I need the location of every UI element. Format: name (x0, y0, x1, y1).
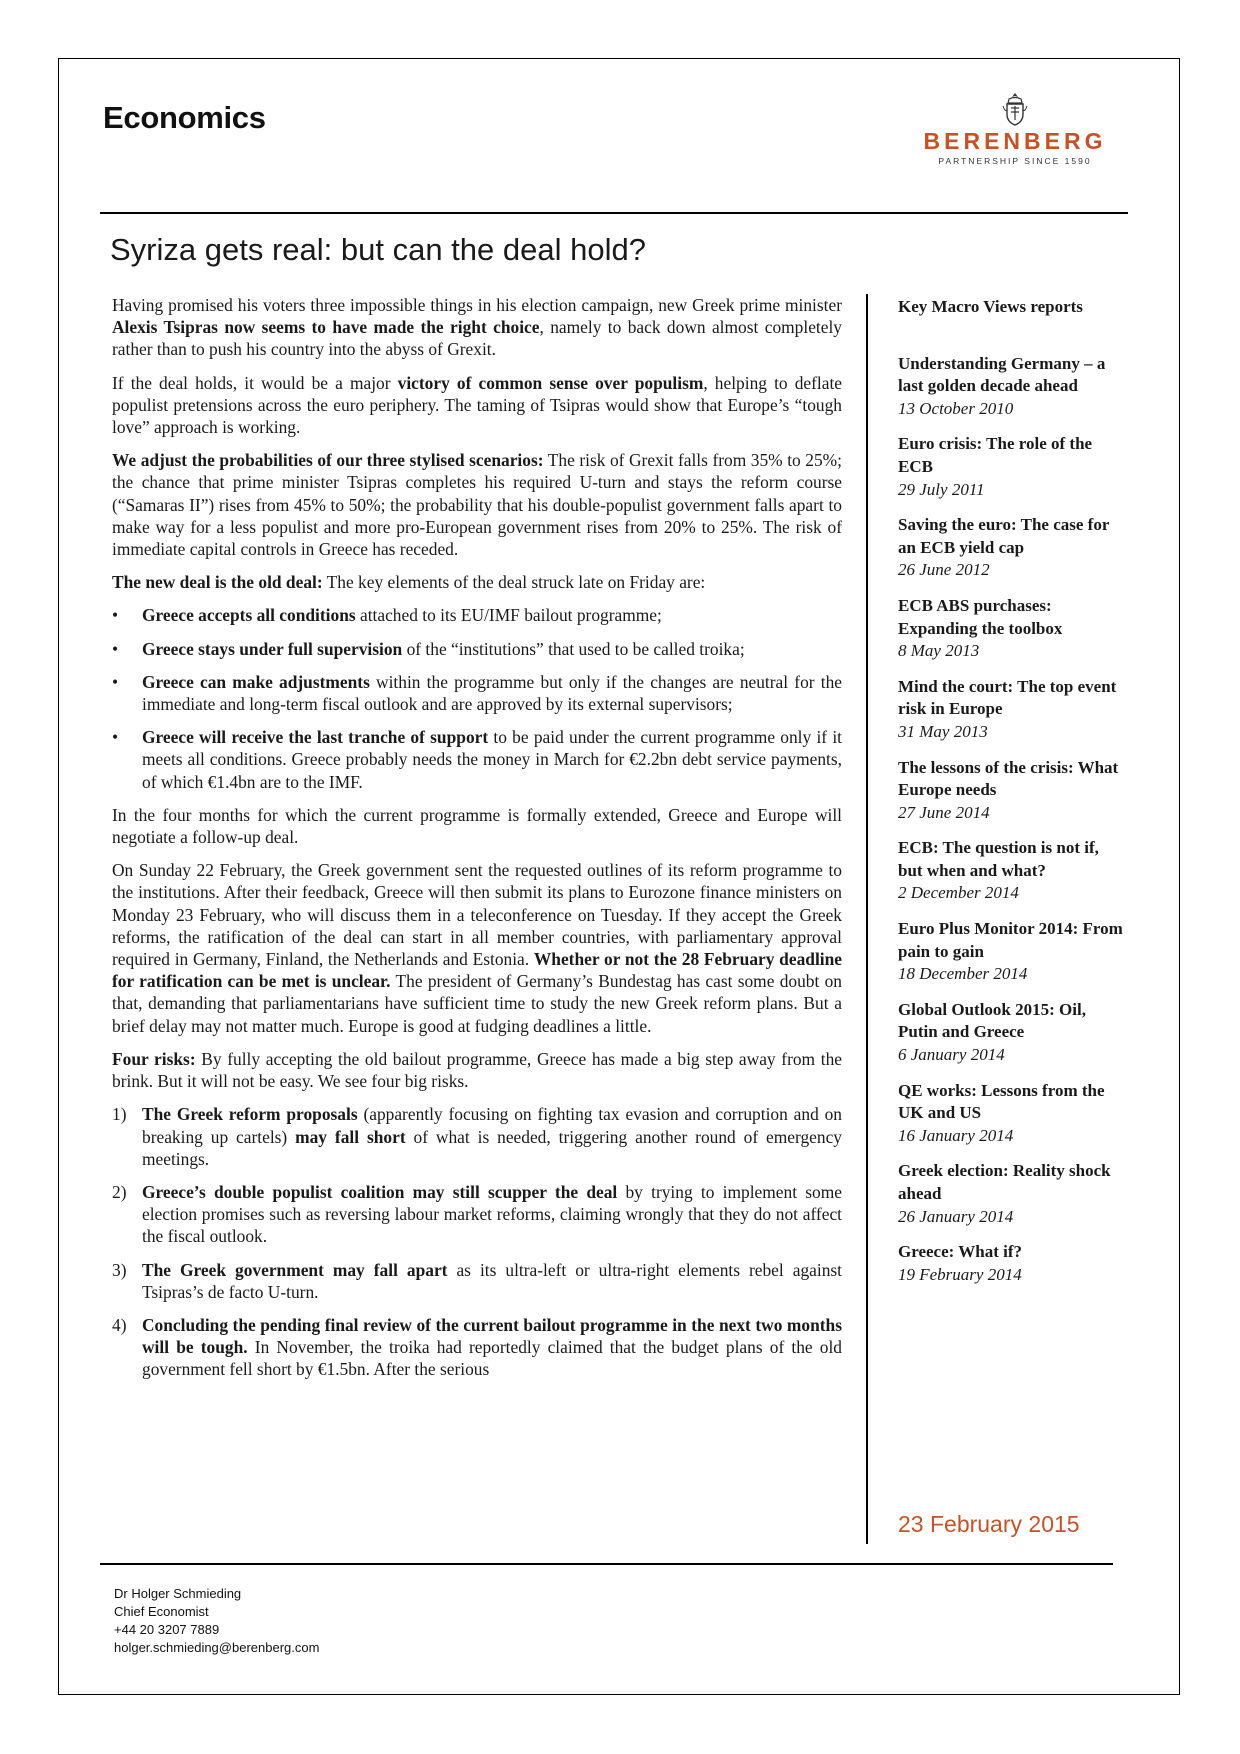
report-item[interactable] (898, 676, 1123, 744)
header-divider (100, 212, 1128, 214)
list-number: 3) (112, 1259, 127, 1280)
publication-date: 23 February 2015 (898, 1511, 1080, 1537)
report-title[interactable]: Greece: What if? (898, 1242, 1022, 1262)
author-phone: +44 20 3207 7889 (114, 1622, 220, 1637)
column-divider (866, 294, 868, 1544)
bullet-marker: • (112, 671, 119, 692)
text: to be paid under the current programme only if it meets all conditions. Greece probably needs the money in March for €2.2bn debt service payments, of which €1.4bn are to the IMF. (142, 727, 842, 792)
report-date: 26 June 2012 (898, 560, 990, 580)
risk-item (112, 1181, 842, 1248)
bullet-marker: • (112, 727, 119, 748)
article-headline: Syriza gets real: but can the deal hold? (110, 232, 646, 267)
text: (apparently focusing on fighting tax evasion and corruption and on breaking up cartels) (142, 1104, 842, 1147)
text: Having promised his voters three impossible things in his election campaign, new Greek prime minister (112, 295, 842, 315)
list-number: 2) (112, 1181, 127, 1202)
text: of the “institutions” that used to be called troika; (402, 638, 745, 659)
paragraph-new-deal (112, 571, 842, 593)
list-item (112, 604, 842, 626)
report-item[interactable] (898, 918, 1123, 986)
emphasis: Alexis Tsipras now seems to have made the right choice (112, 317, 540, 338)
report-item[interactable] (898, 595, 1123, 663)
report-date: 27 June 2014 (898, 802, 990, 822)
report-date: 19 February 2014 (898, 1264, 1022, 1284)
report-item[interactable] (898, 1160, 1123, 1228)
text: The president of Germany’s Bundestag has cast some doubt on that, demanding that parliamentarians have sufficient time to study the new Greek reform plans. But a brief delay may not matter much. Europe is good at fudging deadlines a little. (112, 971, 842, 1036)
author-block (114, 1585, 319, 1657)
text: , namely to back down almost completely rather than to push his country into the abyss of Grexit. (112, 317, 842, 360)
bullet-marker: • (112, 605, 119, 626)
report-date: 16 January 2014 (898, 1125, 1014, 1145)
text: within the programme but only if the changes are neutral for the immediate and long-term fiscal outlook and are approved by its external supervisors; (142, 671, 842, 715)
report-item[interactable] (898, 757, 1123, 825)
sidebar (898, 296, 1123, 1299)
report-date: 13 October 2010 (898, 398, 1014, 418)
report-title[interactable]: Mind the court: The top event risk in Europe (898, 676, 1117, 719)
emphasis: The new deal is the old deal: (112, 572, 323, 593)
report-date: 26 January 2014 (898, 1206, 1014, 1226)
text: If the deal holds, it would be a major (112, 372, 398, 393)
author-email[interactable]: holger.schmieding@berenberg.com (114, 1640, 320, 1655)
emphasis: may fall short (295, 1126, 406, 1147)
risk-item (112, 1314, 842, 1381)
report-title[interactable]: Saving the euro: The case for an ECB yield cap (898, 515, 1110, 557)
text: of what is needed, triggering another round of emergency meetings. (142, 1126, 842, 1169)
report-date: 31 May 2013 (898, 721, 988, 741)
report-item[interactable] (898, 999, 1123, 1067)
emphasis: victory of common sense over populism (397, 372, 704, 393)
emphasis: We adjust the probabilities of our three stylised scenarios: (112, 450, 544, 471)
crest-icon (1000, 92, 1030, 126)
text: as its ultra-left or ultra-right elements rebel against Tsipras’s de facto U-turn. (142, 1259, 842, 1302)
emphasis: Greece accepts all conditions (142, 605, 356, 626)
report-title[interactable]: Greek election: Reality shock ahead (898, 1161, 1111, 1203)
text: The key elements of the deal struck late on Friday are: (322, 572, 706, 593)
paragraph-intro (112, 294, 842, 361)
emphasis: Four risks: (112, 1048, 196, 1069)
emphasis: Greece can make adjustments (142, 671, 370, 692)
report-item[interactable] (898, 353, 1123, 421)
report-title[interactable]: Euro Plus Monitor 2014: From pain to gain (898, 919, 1123, 961)
footer-divider (100, 1563, 1113, 1565)
report-item[interactable] (898, 1241, 1123, 1286)
section-title: Economics (103, 100, 266, 135)
report-date: 6 January 2014 (898, 1045, 1005, 1065)
report-date: 2 December 2014 (898, 883, 1019, 903)
text: On Sunday 22 February, the Greek government sent the requested outlines of its reform programme to the institutions. After their feedback, Greece will then submit its plans to Eurozone finance ministers on Monday 23 February, who will discuss them in a teleconference on Tuesday. If they accept the Greek reforms, the ratification of the deal can start in all member countries, with parliamentary approval required in Germany, Finland, the Netherlands and Estonia. (112, 860, 842, 970)
brand-name: BERENBERG (923, 128, 1107, 154)
report-title[interactable]: ECB: The question is not if, but when and what? (898, 838, 1099, 880)
risk-item (112, 1103, 842, 1170)
report-title[interactable]: Global Outlook 2015: Oil, Putin and Greece (898, 999, 1086, 1042)
paragraph-timeline (112, 859, 842, 1037)
report-date: 8 May 2013 (898, 641, 980, 661)
report-item[interactable] (898, 837, 1123, 905)
report-item[interactable] (898, 1080, 1123, 1148)
author-name: Dr Holger Schmieding (114, 1586, 242, 1601)
report-item[interactable] (898, 433, 1123, 501)
emphasis: The Greek reform proposals (142, 1104, 358, 1125)
report-title[interactable]: Understanding Germany – a last golden decade ahead (898, 353, 1106, 396)
risk-item (112, 1259, 842, 1303)
list-item (112, 638, 842, 660)
paragraph-four-risks (112, 1048, 842, 1092)
list-number: 4) (112, 1314, 127, 1335)
paragraph-deal-holds (112, 372, 842, 439)
list-item (112, 726, 842, 793)
brand-tagline: PARTNERSHIP SINCE 1590 (938, 156, 1092, 166)
list-number: 1) (112, 1104, 127, 1125)
berenberg-logo (900, 92, 1130, 166)
report-item[interactable] (898, 514, 1123, 582)
report-title[interactable]: ECB ABS purchases: Expanding the toolbox (898, 595, 1063, 638)
text: By fully accepting the old bailout programme, Greece has made a big step away from the brink. But it will not be easy. We see four big risks. (112, 1048, 842, 1092)
report-date: 18 December 2014 (898, 964, 1028, 984)
paragraph-four-months: In the four months for which the current programme is formally extended, Greece and Europe will negotiate a follow-up deal. (112, 804, 842, 848)
sidebar-title: Key Macro Views reports (898, 297, 1083, 316)
bullet-marker: • (112, 638, 119, 659)
emphasis: The Greek government may fall apart (142, 1259, 448, 1280)
text: The risk of Grexit falls from 35% to 25%; the chance that prime minister Tsipras completes his required U-turn and stays the reform course (“Samaras II”) rises from 45% to 50%; the probability that his double-populist government falls apart to make way for a less populist and more pro-European government rises from 20% to 25%. The risk of immediate capital controls in Greece has receded. (112, 450, 842, 560)
text: In November, the troika had reportedly claimed that the budget plans of the old government fell short by €1.5bn. After the serious (142, 1337, 842, 1380)
text: , helping to deflate populist pretensions across the euro periphery. The taming of Tsipras would show that Europe’s “tough love” approach is working. (112, 372, 843, 438)
text: by trying to implement some election promises such as reversing labour market reforms, claiming wrongly that they do not affect the fiscal outlook. (142, 1181, 842, 1247)
article-body (112, 294, 842, 1392)
report-title[interactable]: QE works: Lessons from the UK and US (898, 1080, 1105, 1123)
paragraph-scenarios (112, 449, 842, 560)
text: attached to its EU/IMF bailout programme; (355, 605, 662, 626)
report-date: 29 July 2011 (898, 479, 985, 499)
emphasis: Greece’s double populist coalition may still scupper the deal (142, 1181, 618, 1202)
author-role: Chief Economist (114, 1604, 209, 1619)
emphasis: Greece stays under full supervision (142, 638, 403, 659)
report-title[interactable]: Euro crisis: The role of the ECB (898, 434, 1093, 476)
emphasis: Greece will receive the last tranche of support (142, 727, 489, 748)
list-item (112, 671, 842, 715)
emphasis: Concluding the pending final review of the current bailout programme in the next two months will be tough. (142, 1314, 842, 1358)
report-title[interactable]: The lessons of the crisis: What Europe needs (898, 757, 1119, 800)
emphasis: Whether or not the 28 February deadline for ratification can be met is unclear. (112, 949, 842, 992)
